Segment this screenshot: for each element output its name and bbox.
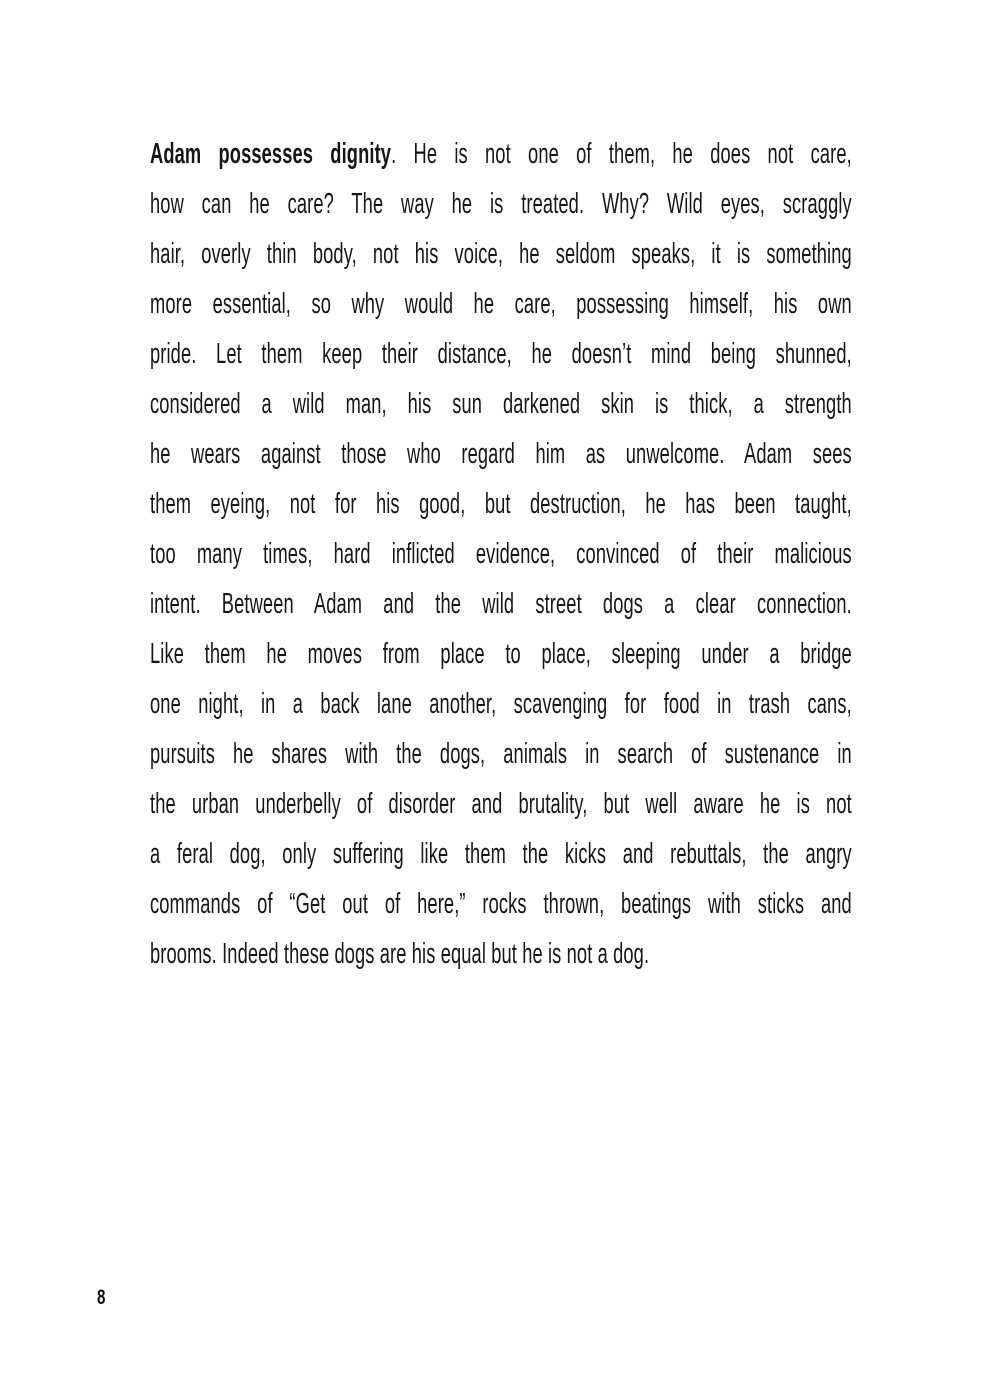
paragraph — [150, 129, 852, 979]
paragraph-line-4: more essential, so why would he care, possessing himself, his own — [150, 288, 852, 320]
paragraph-line-2: how can he care? The way he is treated. Why? Wild eyes, scraggly — [150, 188, 852, 220]
paragraph-line-13: pursuits he shares with the dogs, animals in search of sustenance in — [150, 738, 852, 770]
paragraph-line-9: too many times, hard inflicted evidence, convinced of their malicious — [150, 538, 852, 570]
paragraph-line-16: commands of “Get out of here,” rocks thrown, beatings with sticks and — [150, 888, 852, 920]
lead-rest: . He is not one of them, he does not care, — [391, 138, 852, 170]
paragraph-line-8: them eyeing, not for his good, but destruction, he has been taught, — [150, 488, 852, 520]
paragraph-line-11: Like them he moves from place to place, sleeping under a bridge — [150, 638, 852, 670]
paragraph-line-12: one night, in a back lane another, scavenging for food in trash cans, — [150, 688, 852, 720]
paragraph-line-1 — [150, 129, 852, 179]
paragraph-block — [150, 129, 852, 989]
paragraph-line-3: hair, overly thin body, not his voice, he seldom speaks, it is something — [150, 238, 852, 270]
paragraph-line-15: a feral dog, only suffering like them the kicks and rebuttals, the angry — [150, 838, 852, 870]
paragraph-line-17: brooms. Indeed these dogs are his equal but he is not a dog. — [150, 938, 650, 970]
page-number: 8 — [97, 1286, 106, 1309]
paragraph-line-14: the urban underbelly of disorder and brutality, but well aware he is not — [150, 788, 852, 820]
lead-phrase: Adam possesses dignity — [150, 138, 392, 170]
paragraph-line-5: pride. Let them keep their distance, he doesn’t mind being shunned, — [150, 338, 852, 370]
paragraph-line-7: he wears against those who regard him as unwelcome. Adam sees — [150, 438, 852, 470]
paragraph-line-10: intent. Between Adam and the wild street dogs a clear connection. — [150, 588, 852, 620]
paragraph-line-6: considered a wild man, his sun darkened skin is thick, a strength — [150, 388, 852, 420]
